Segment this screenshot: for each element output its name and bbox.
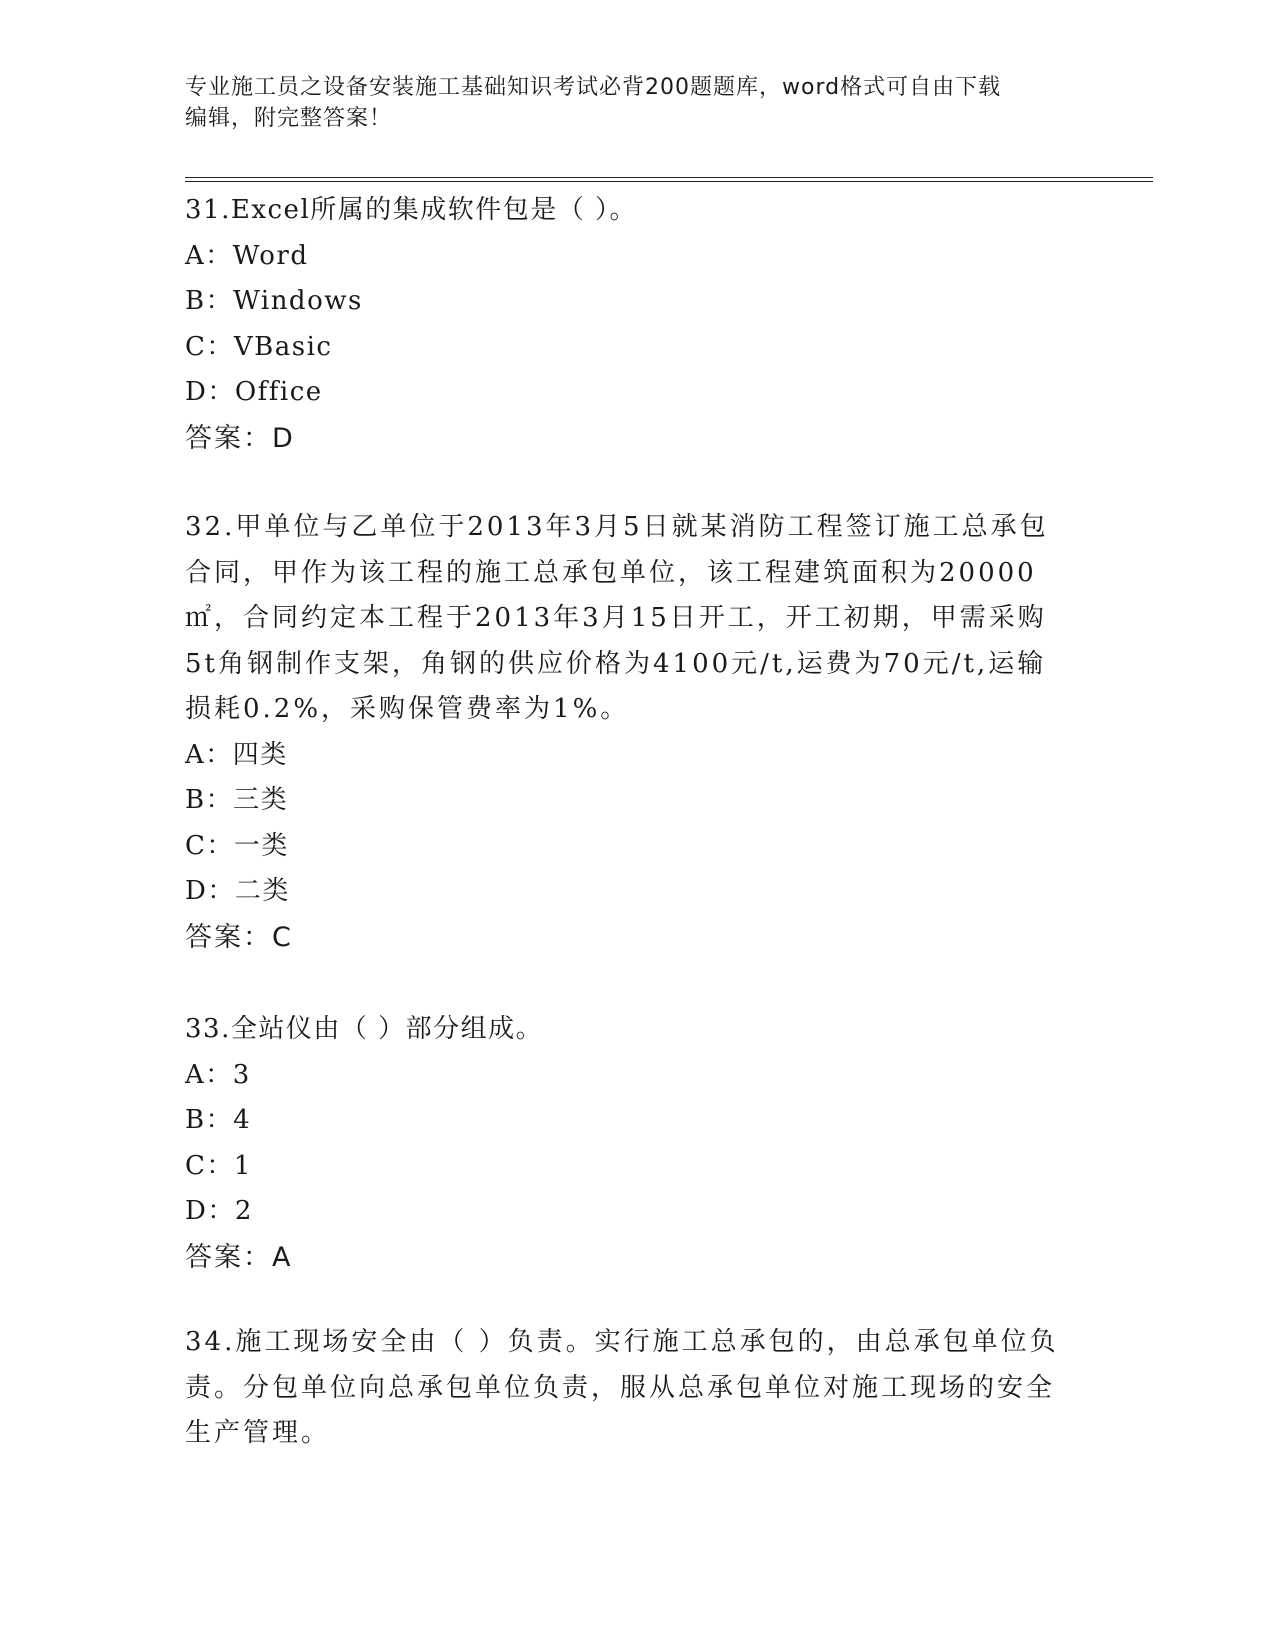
header-divider-top <box>185 177 1153 178</box>
question-34 <box>185 1320 1065 1457</box>
option-d: D：Office <box>185 377 323 407</box>
option-b: B：4 <box>185 1105 252 1135</box>
question-stem: 32.甲单位与乙单位于2013年3月5日就某消防工程签订施工总承包合同，甲作为该工程的施工总承包单位，该工程建筑面积为20000㎡，合同约定本工程于2013年3月15日开工，开工初期，甲需采购5t角钢制作支架，角钢的供应价格为4100元/t,运费为70元/t,运输损耗0.2%，采购保管费率为1%。 <box>185 512 1049 724</box>
answer: 答案：C <box>185 921 293 953</box>
document-header <box>185 72 1085 134</box>
option-b: B：三类 <box>185 785 289 815</box>
question-stem: 31.Excel所属的集成软件包是（ ）。 <box>185 195 638 225</box>
option-c: C：1 <box>185 1150 252 1181</box>
header-line-2: 编辑，附完整答案！ <box>185 106 393 131</box>
option-d: D：二类 <box>185 876 290 906</box>
option-a: A：Word <box>185 240 309 271</box>
option-a: A：3 <box>185 1059 251 1090</box>
header-divider-bottom <box>185 181 1153 182</box>
question-32 <box>185 505 1065 960</box>
option-a: A：四类 <box>185 739 288 770</box>
option-b: B：Windows <box>185 286 363 316</box>
option-d: D：2 <box>185 1196 253 1226</box>
header-line-1: 专业施工员之设备安装施工基础知识考试必背200题题库，word格式可自由下载 <box>185 75 1002 100</box>
question-33 <box>185 1007 1065 1280</box>
question-stem: 33.全站仪由（ ）部分组成。 <box>185 1014 544 1044</box>
question-stem: 34.施工现场安全由（ ）负责。实行施工总承包的，由总承包单位负责。分包单位向总承包单位负责，服从总承包单位对施工现场的安全生产管理。 <box>185 1327 1059 1448</box>
question-31 <box>185 188 1065 461</box>
answer: 答案：A <box>185 1241 293 1273</box>
answer: 答案：D <box>185 422 295 454</box>
option-c: C：一类 <box>185 830 289 861</box>
option-c: C：VBasic <box>185 331 333 362</box>
